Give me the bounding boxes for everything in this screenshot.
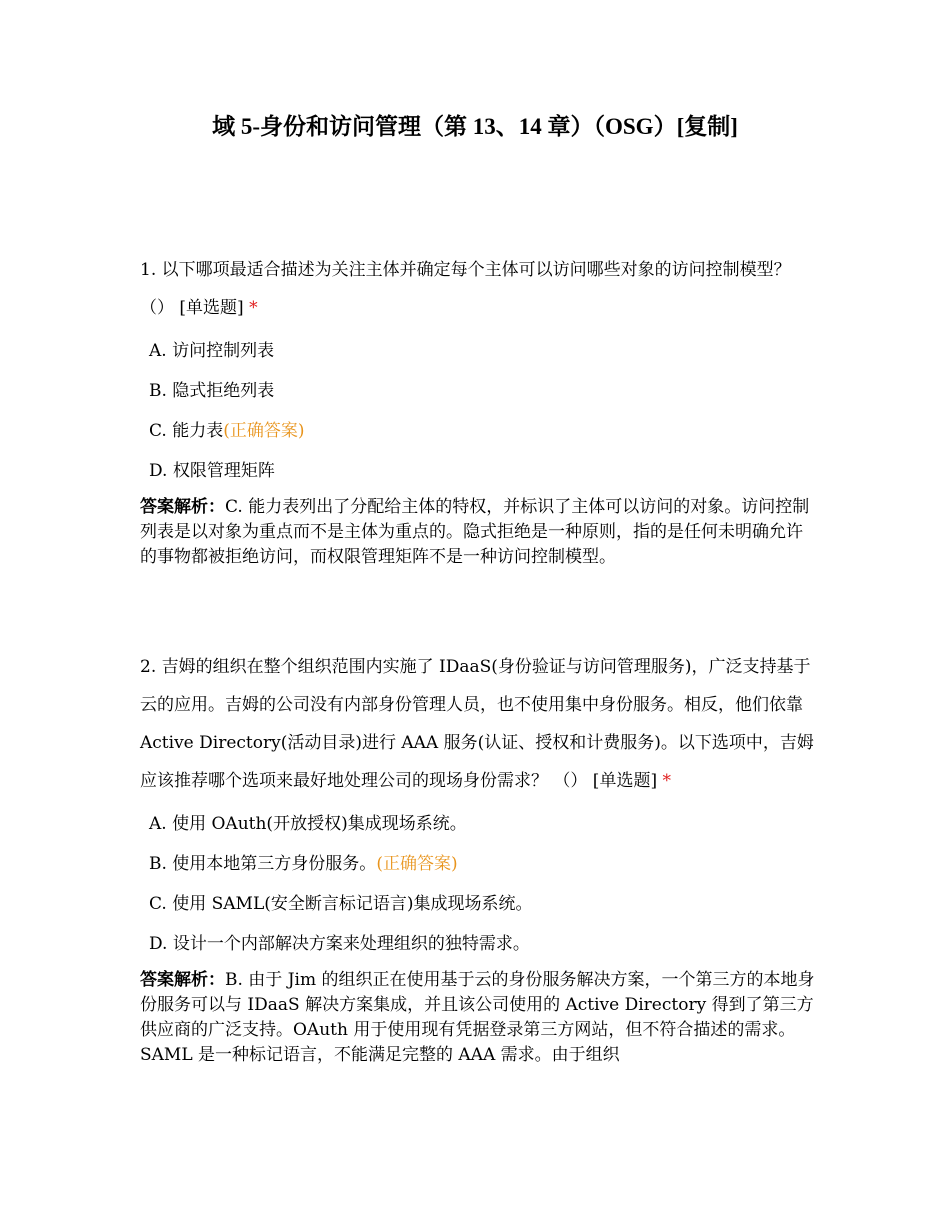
correct-answer-mark: (正确答案) [376,854,458,874]
title-part: 域 [212,114,241,139]
title-part: 章）（ [541,114,605,139]
question-stem-text: 2. 吉姆的组织在整个组织范围内实施了 IDaaS(身份验证与访问管理服务)，广泛支持基于云的应用。吉姆的公司没有内部身份管理人员，也不使用集中身份服务。相反，他们依靠 Active Directory(活动目录)进行 AAA 服务(认证、授权和计费服务)。以下选项中，吉姆应该推荐哪个选项来最好地处理公司的现场身份需求？ （） [单选题] [140,657,814,791]
option-label: A. 访问控制列表 [149,341,275,361]
option-label: D. 权限管理矩阵 [149,461,275,481]
option-c[interactable] [149,411,815,451]
title-part: OSG [605,114,654,139]
title-part: ] [730,114,738,139]
analysis-label: 答案解析： [140,970,225,990]
required-star: * [249,298,258,318]
option-label: A. 使用 OAuth(开放授权)集成现场系统。 [149,814,467,834]
option-label: C. 使用 SAML(安全断言标记语言)集成现场系统。 [149,894,533,914]
option-label: D. 设计一个内部解决方案来处理组织的独特需求。 [149,934,530,954]
title-part: 身份和访问管理（第 [260,114,473,139]
question-2 [140,648,815,1068]
option-d[interactable] [149,924,815,964]
title-part: ） [653,114,677,139]
correct-answer-mark: (正确答案) [223,421,305,441]
option-c[interactable] [149,884,815,924]
option-b[interactable] [149,371,815,411]
analysis-text: B. 由于 Jim 的组织正在使用基于云的身份服务解决方案，一个第三方的本地身份服务可以与 IDaaS 解决方案集成，并且该公司使用的 Active Directory 得到了第三方供应商的广泛支持。OAuth 用于使用现有凭据登录第三方网站，但不符合描述的需求。SAML 是一种标记语言，不能满足完整的 AAA 需求。由于组织 [140,970,815,1065]
question-1 [140,251,815,570]
question-stem-text: 1. 以下哪项最适合描述为关注主体并确定每个主体可以访问哪些对象的访问控制模型？ （） [单选题] [140,260,791,318]
option-a[interactable] [149,331,815,371]
option-label: B. 使用本地第三方身份服务。 [149,854,377,874]
analysis-text: C. 能力表列出了分配给主体的特权，并标识了主体可以访问的对象。访问控制列表是以对象为重点而不是主体为重点的。隐式拒绝是一种原则，指的是任何未明确允许的事物都被拒绝访问，而权限管理矩阵不是一种访问控制模型。 [140,497,810,567]
option-label: C. 能力表 [149,421,224,441]
title-part: [ [676,114,685,139]
question-stem [140,648,815,800]
required-star: * [662,771,671,791]
title-part: 13 [472,114,496,139]
option-list [140,804,815,964]
option-d[interactable] [149,451,815,491]
answer-analysis [140,968,815,1068]
option-label: B. 隐式拒绝列表 [149,381,275,401]
title-part: 复制 [684,114,731,139]
title-part: 5- [240,114,260,139]
answer-analysis [140,495,815,570]
title-part: 、 [495,114,519,139]
title-part: 14 [518,114,542,139]
analysis-label: 答案解析： [140,497,225,517]
option-b[interactable] [149,844,815,884]
option-list [140,331,815,491]
option-a[interactable] [149,804,815,844]
question-stem [140,251,815,327]
page-title [0,110,950,144]
